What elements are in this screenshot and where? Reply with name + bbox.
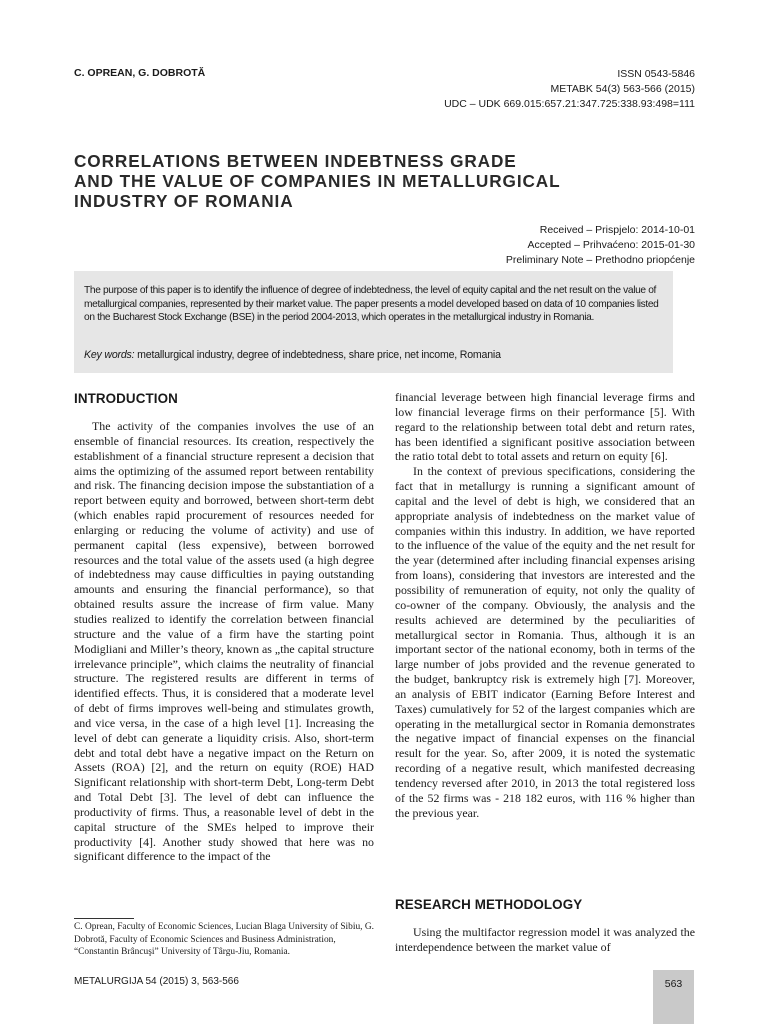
issn: ISSN 0543-5846 bbox=[617, 68, 695, 80]
received-date: Received – Prispjelo: 2014-10-01 bbox=[539, 224, 695, 236]
author-affiliation-footnote: C. Oprean, Faculty of Economic Sciences, Lucian Blaga University of Sibiu, G. Dobrotă, Faculty of Economic Sciences and Business Administration, “Constantin Brâncuşi” University of Târgu-Jiu, Romania. bbox=[74, 922, 374, 957]
title-line-2: AND THE VALUE OF COMPANIES IN METALLURGICAL bbox=[74, 171, 561, 191]
introduction-paragraph-continued: financial leverage between high financial leverage firms and low financial leverage firms on their performance [5]. With regard to the relationship between total debt and return rates, has been identified a significant positive association between the ratio total debt to total assets and return on equity [6]. bbox=[395, 390, 695, 464]
udc-code: UDC – UDK 669.015:657.21:347.725:338.93:498=111 bbox=[444, 98, 695, 110]
introduction-heading: INTRODUCTION bbox=[74, 391, 178, 406]
introduction-paragraph-1: The activity of the companies involves the use of an ensemble of financial resources. Its creation, respectively the establishment of a financial structure represent a decision that aims the optimizing of the assumed report between rentability and risk. The financing decision impose the substantiation of a report between equity and borrowed, between short-term debt (which enables rapid procurement of resources needed for enlarging or reducing the volume of activity) and use of permanent capital (less expensive), between borrowed resources and the total value of the assets used (a high degree of indebtedness may cause difficulties in paying outstanding amounts and ensuring the financial performance), so that obtained results assure the increase of firm value. Many studies realized to identify the correlation between financial structure and the value of a firm have the starting point Modigliani and Miller’s theory, known as „the capital structure irrelevance principle”, which claims the neutrality of financial structure. The registered results are different in terms of identified effects. Thus, it is considered that a moderate level of debt of firms improves well-being and stimulates growth, and vice versa, in the case of a high level [1]. Increasing the level of debt can generate a liquidity crisis. Also, short-term debt and total debt have a negative impact on the Return on Assets (ROA) [2], and the return on equity (ROE) HAD Significant relationship with short-term Debt, Long-term Debt and Total Debt [3]. The level of debt can influence the productivity of firms. Thus, a reasonable level of debt in the capital structure of the SMEs helped to improve their productivity [4]. Another study showed that here was no significant difference to the impact of the bbox=[74, 419, 374, 864]
keywords bbox=[84, 348, 666, 362]
introduction-right-column bbox=[395, 390, 695, 820]
journal-identifiers bbox=[444, 67, 695, 112]
abstract-text: The purpose of this paper is to identify the influence of degree of indebtedness, the level of equity capital and the net result on the value of metallurgical companies, represented by their market value. The paper presents a model developed based on data of 10 companies listed on the Bucharest Stock Exchange (BSE) in the period 2004-2013, which operates in the metallurgical industry in Romania. bbox=[84, 285, 659, 324]
page-number-box bbox=[653, 970, 694, 1024]
methodology-paragraph-1: Using the multifactor regression model it was analyzed the interdependence between the market value of bbox=[395, 925, 695, 954]
page-number: 563 bbox=[664, 978, 683, 990]
methodology-heading: RESEARCH METHODOLOGY bbox=[395, 897, 583, 912]
running-header-authors: C. OPREAN, G. DOBROTĂ bbox=[74, 67, 206, 79]
accepted-date: Accepted – Prihvaćeno: 2015-01-30 bbox=[527, 239, 695, 251]
introduction-left-column bbox=[74, 419, 374, 864]
keywords-label: Key words: bbox=[84, 349, 135, 361]
journal-reference: METABK 54(3) 563-566 (2015) bbox=[550, 83, 695, 95]
title-line-1: CORRELATIONS BETWEEN INDEBTNESS GRADE bbox=[74, 151, 517, 171]
paper-title bbox=[74, 151, 674, 211]
footnote-divider bbox=[74, 918, 134, 919]
submission-dates bbox=[506, 223, 695, 268]
keywords-list: metallurgical industry, degree of indebtedness, share price, net income, Romania bbox=[134, 349, 501, 361]
article-type: Preliminary Note – Prethodno priopćenje bbox=[505, 254, 695, 266]
introduction-paragraph-2: In the context of previous specifications, considering the fact that in metallurgy is running a significant amount of capital and the level of debt is high, we considered that an appropriate analysis of indebtedness on the market value of companies within this industry. In addition, we have reported to the influence of the value of the equity and the net result for the year (determined after including financial expenses arising from loans), considering that investors are interested and the possibility of remuneration of equity, not only the quality of co-owner of the company. Obviously, the analysis and the results achieved are determined by the peculiarities of metallurgical sector in Romania. Thus, although it is an important sector of the national economy, both in terms of the large number of jobs provided and the revenue generated to the budget, bankruptcy risk is extremely high [7]. Moreover, an analysis of EBIT indicator (Earning Before Interest and Taxes) cumulatively for 52 of the largest companies which are operating in the metallurgical sector in Romania demonstrates the negative impact of financial expenses on the financial result for the year. So, after 2009, it is noted the systematic recording of a negative result, which manifested decreasing tendency reversed after 2010, in 2013 the total registered loss of the 52 firms was - 218 182 euros, with 116 % higher than the previous year. bbox=[395, 464, 695, 820]
footer-citation: METALURGIJA 54 (2015) 3, 563-566 bbox=[74, 976, 239, 987]
methodology-column bbox=[395, 925, 695, 955]
abstract-box bbox=[74, 271, 673, 373]
title-line-3: INDUSTRY OF ROMANIA bbox=[74, 191, 294, 211]
